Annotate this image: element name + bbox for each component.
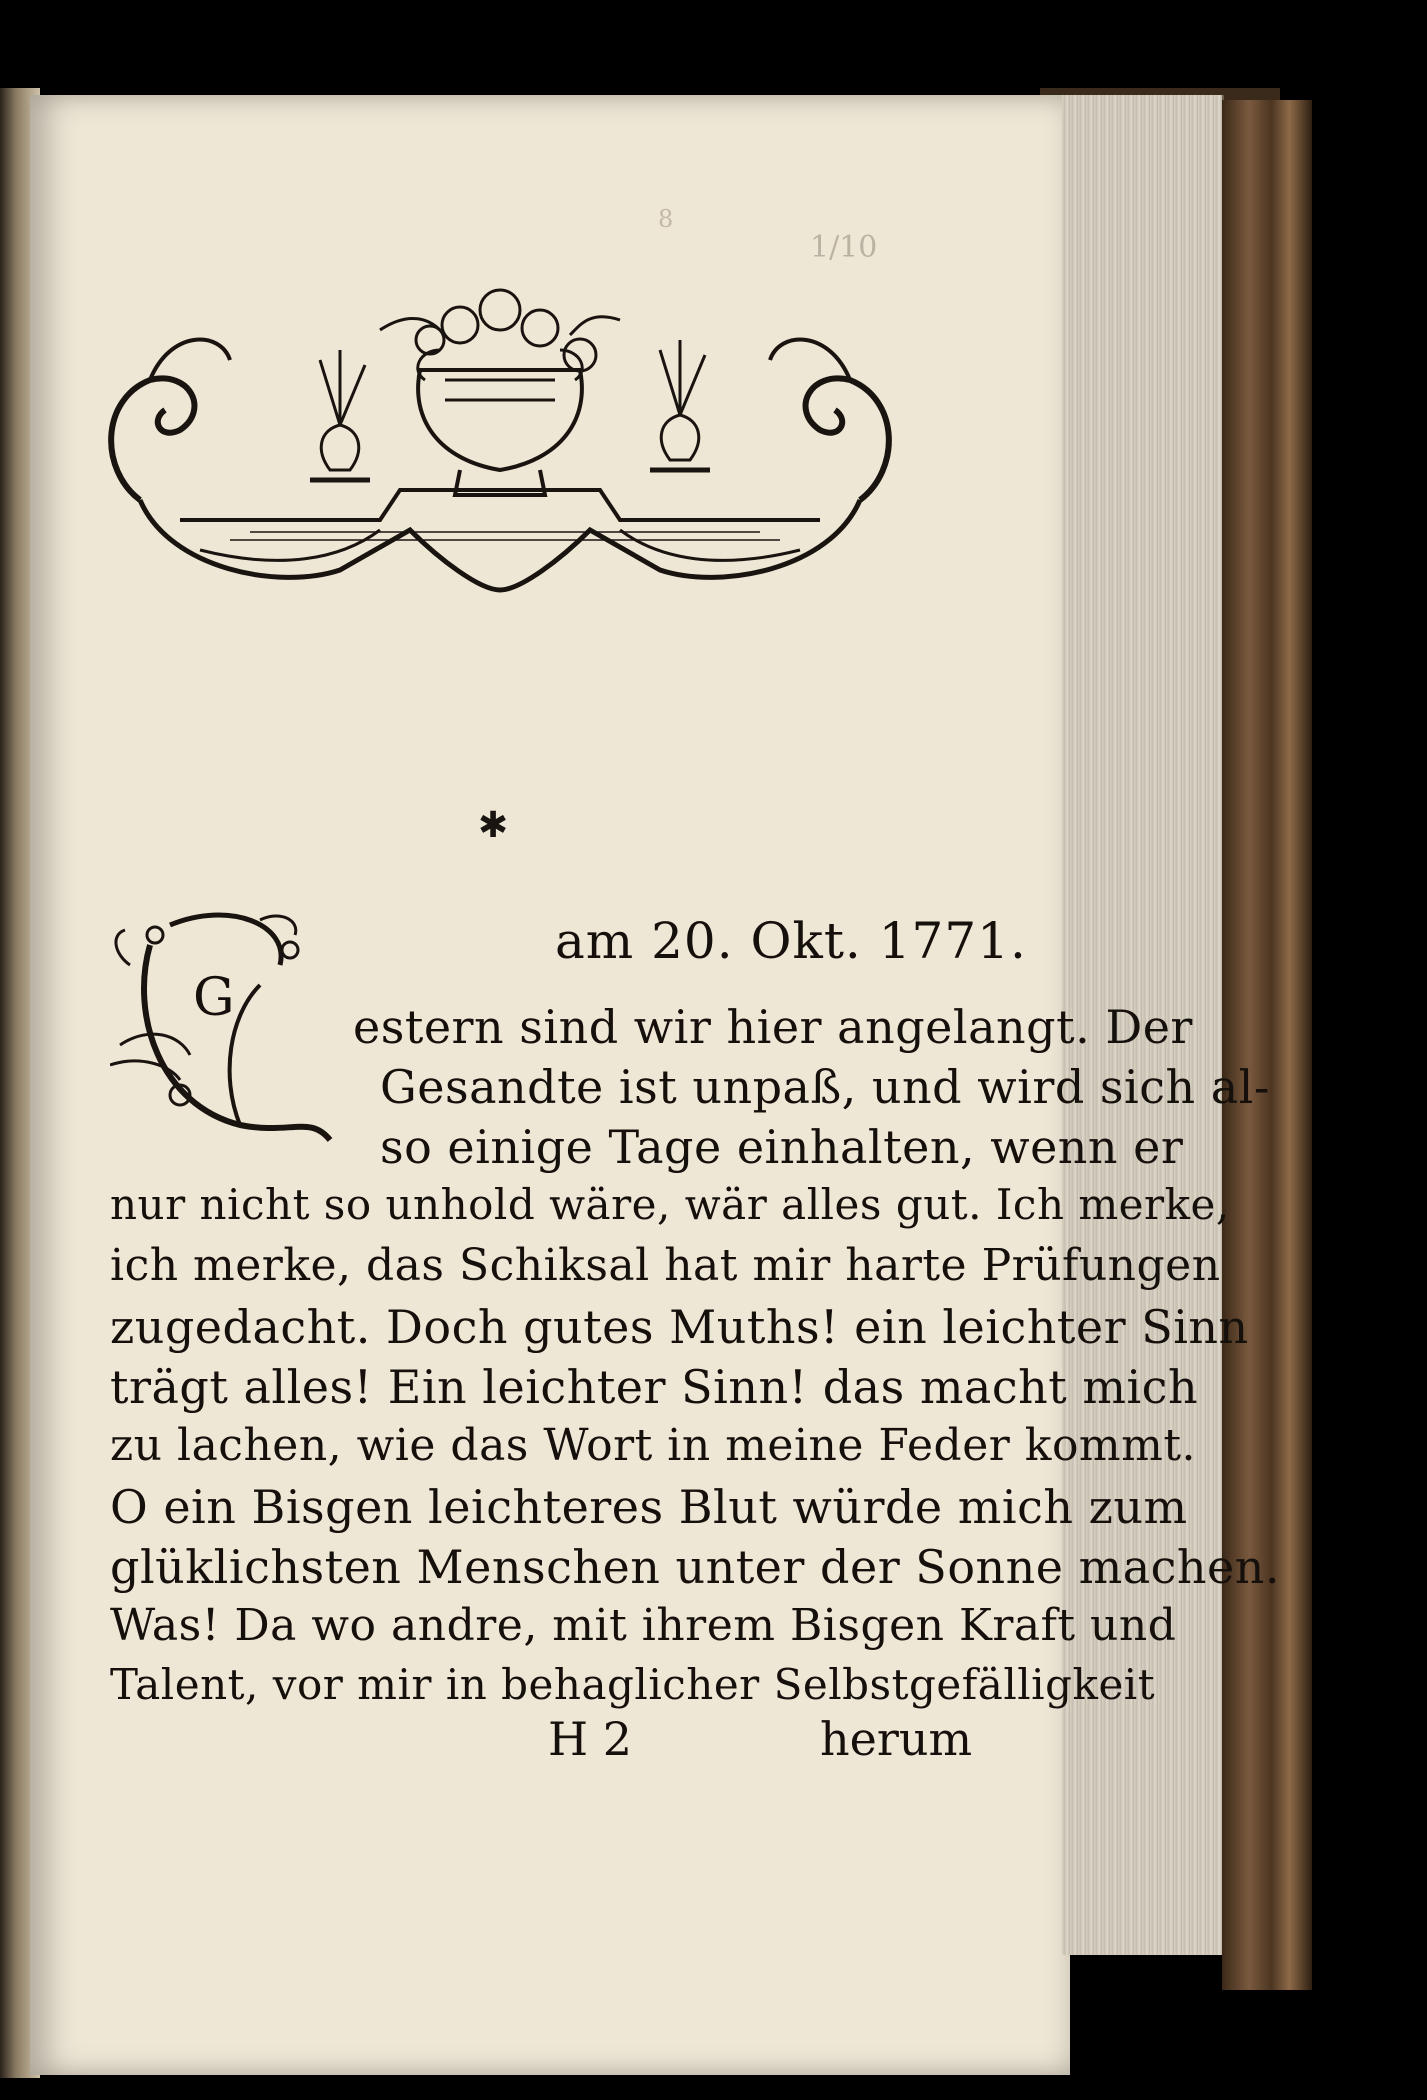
book-cover [1222,100,1312,1990]
text-line: so einige Tage einhalten, wenn er [380,1120,1184,1174]
decorated-initial [110,905,350,1155]
text-line: O ein Bisgen leichteres Blut würde mich zum [110,1480,1188,1534]
headpiece-ornament [80,270,920,660]
text-line: glüklichsten Menschen unter der Sonne machen. [110,1540,1281,1594]
text-line: estern sind wir hier angelangt. Der [353,1000,1193,1054]
signature-mark: H 2 [548,1712,633,1766]
separator-asterisk: ✱ [478,805,509,846]
text-line: zu lachen, wie das Wort in meine Feder kommt. [110,1420,1197,1471]
text-line: zugedacht. Doch gutes Muths! ein leichter Sinn [110,1300,1249,1354]
text-line: ich merke, das Schiksal hat mir harte Prüfungen [110,1240,1221,1291]
text-line: Talent, vor mir in behaglicher Selbstgefälligkeit [110,1660,1156,1709]
text-line: nur nicht so unhold wäre, wär alles gut. Ich merke, [110,1180,1230,1229]
text-line: Was! Da wo andre, mit ihrem Bisgen Kraft und [110,1600,1177,1651]
text-line: trägt alles! Ein leichter Sinn! das macht mich [110,1360,1199,1414]
initial-letter: G [193,968,235,1028]
text-line: Gesandte ist unpaß, und wird sich al- [380,1060,1270,1114]
pencil-mark-top: 8 [658,205,674,233]
pencil-mark-corner: 1/10 [810,230,878,265]
dateline: am 20. Okt. 1771. [555,912,1027,970]
catchword: herum [820,1712,973,1766]
